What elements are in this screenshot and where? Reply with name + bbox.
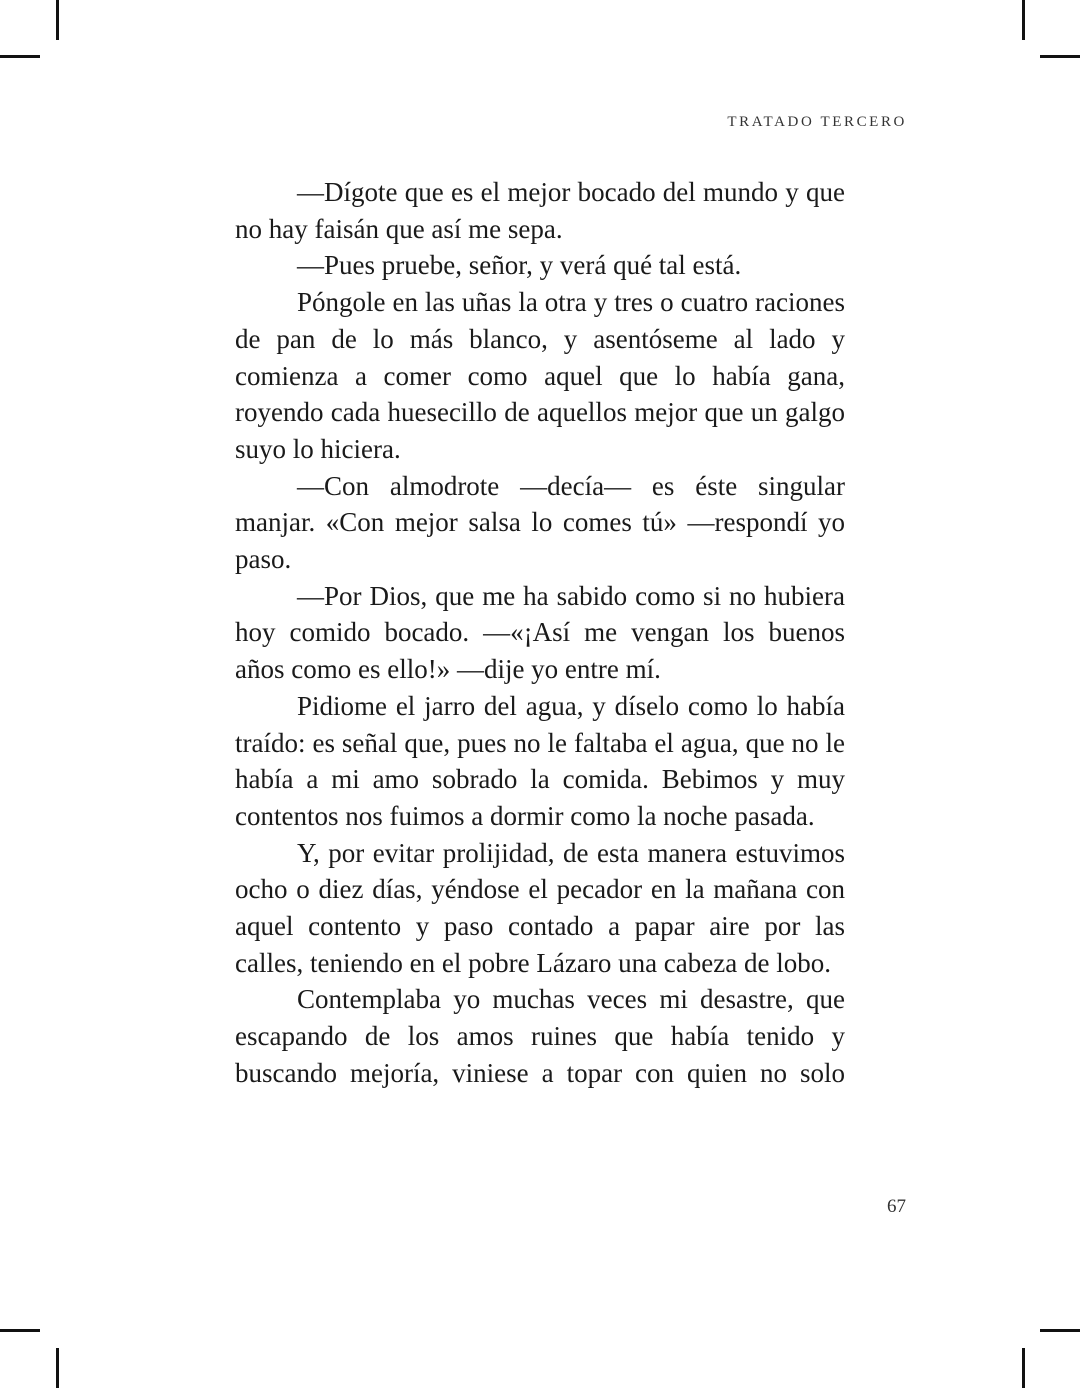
crop-mark-top-left-vertical bbox=[56, 0, 59, 40]
body-text bbox=[235, 174, 845, 1092]
crop-mark-bottom-right-horizontal bbox=[1040, 1329, 1080, 1332]
running-head: TRATADO TERCERO bbox=[727, 114, 907, 130]
paragraph: Póngole en las uñas la otra y tres o cuatro raciones de pan de lo más blanco, y asentóseme al lado y comienza a comer como aquel que lo había gana, royendo cada huesecillo de aquellos mejor que un galgo suyo lo hiciera. bbox=[235, 287, 845, 464]
paragraph: Pidiome el jarro del agua, y díselo como lo había traído: es señal que, pues no le faltaba el agua, que no le había a mi amo sobrado la comida. Bebimos y muy contentos nos fuimos a dormir como la noche pasada. bbox=[235, 690, 845, 831]
paragraph: —Dígote que es el mejor bocado del mundo y que no hay faisán que así me sepa. bbox=[235, 177, 845, 244]
paragraph: —Pues pruebe, señor, y verá qué tal está. bbox=[297, 250, 742, 281]
crop-mark-bottom-left-vertical bbox=[56, 1348, 59, 1388]
page-number: 67 bbox=[887, 1196, 906, 1217]
paragraph: —Por Dios, que me ha sabido como si no hubiera hoy comido bocado. —«¡Así me vengan los buenos años como es ello!» —dije yo entre mí. bbox=[235, 580, 845, 685]
crop-mark-top-right-horizontal bbox=[1040, 55, 1080, 58]
crop-mark-top-right-vertical bbox=[1022, 0, 1025, 40]
crop-mark-bottom-right-vertical bbox=[1022, 1348, 1025, 1388]
crop-mark-top-left-horizontal bbox=[0, 55, 40, 58]
crop-mark-bottom-left-horizontal bbox=[0, 1329, 40, 1332]
paragraph: —Con almodrote —decía— es éste singular manjar. «Con mejor salsa lo comes tú» —respondí yo paso. bbox=[235, 470, 845, 575]
paragraph: Contemplaba yo muchas veces mi desastre, que escapando de los amos ruines que había tenido y buscando mejoría, viniese a topar con quien no solo bbox=[235, 984, 845, 1088]
paragraph: Y, por evitar prolijidad, de esta manera estuvimos ocho o diez días, yéndose el pecador en la mañana con aquel contento y paso contado a papar aire por las calles, teniendo en el pobre Lázaro una cabeza de lobo. bbox=[235, 837, 845, 978]
